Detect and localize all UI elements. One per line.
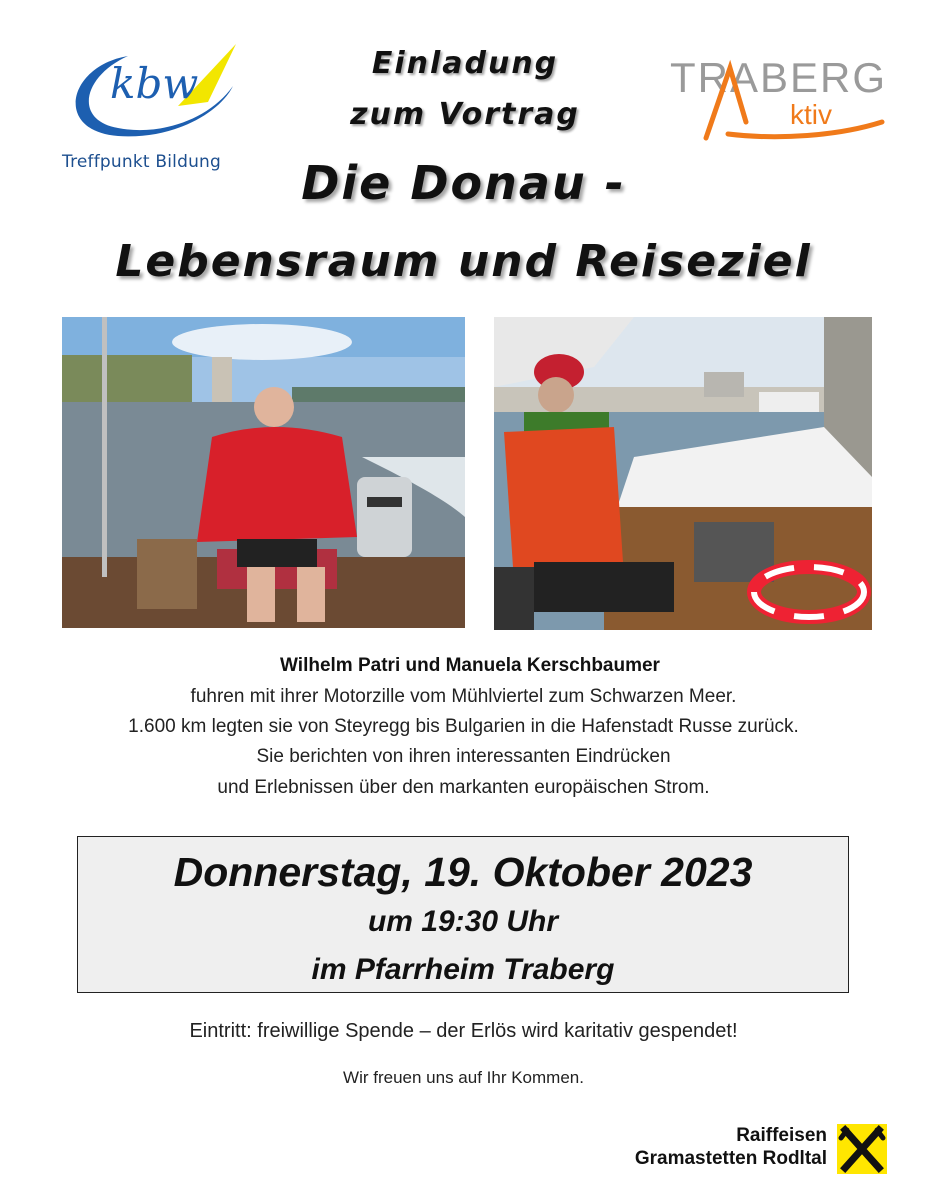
kbw-subtitle: Treffpunkt Bildung xyxy=(62,152,222,172)
welcome-note: Wir freuen uns auf Ihr Kommen. xyxy=(343,1068,584,1087)
event-time: um 19:30 Uhr xyxy=(367,905,559,938)
traberg-aktiv-logo xyxy=(668,52,888,142)
sponsor-name xyxy=(635,1124,827,1170)
photo-woman-with-binoculars xyxy=(494,317,872,630)
kbw-logo-text: kbw xyxy=(110,59,199,108)
raiffeisen-giebelkreuz-icon xyxy=(837,1124,887,1174)
event-details-box xyxy=(77,836,849,993)
invite-line-2: zum Vortrag xyxy=(350,97,580,132)
traberg-logo-text: TRABERG xyxy=(670,54,888,101)
sponsor-line-2: Gramastetten Rodltal xyxy=(634,1148,827,1169)
description-line: und Erlebnissen über den markanten europäischen Strom. xyxy=(217,777,710,798)
invite-line-1: Einladung xyxy=(371,46,559,81)
traberg-logo-sub: ktiv xyxy=(790,99,832,130)
sponsor-raiffeisen xyxy=(582,1124,887,1174)
description-line: Sie berichten von ihren interessanten Eindrücken xyxy=(256,746,671,767)
speakers: Wilhelm Patri und Manuela Kerschbaumer xyxy=(280,655,660,676)
description-line: 1.600 km legten sie von Steyregg bis Bulgarien in die Hafenstadt Russe zurück. xyxy=(128,716,799,737)
title-line-2: Lebensraum und Reiseziel xyxy=(115,236,812,287)
event-date: Donnerstag, 19. Oktober 2023 xyxy=(173,849,753,895)
sponsor-line-1: Raiffeisen xyxy=(736,1125,827,1146)
photo-man-in-boat xyxy=(62,317,465,628)
description-line: fuhren mit ihrer Motorzille vom Mühlviertel zum Schwarzen Meer. xyxy=(190,686,737,707)
entry-note: Eintritt: freiwillige Spende – der Erlös wird karitativ gespendet! xyxy=(189,1020,738,1042)
title-line-1: Die Donau - xyxy=(301,156,626,210)
event-location: im Pfarrheim Traberg xyxy=(311,953,615,986)
